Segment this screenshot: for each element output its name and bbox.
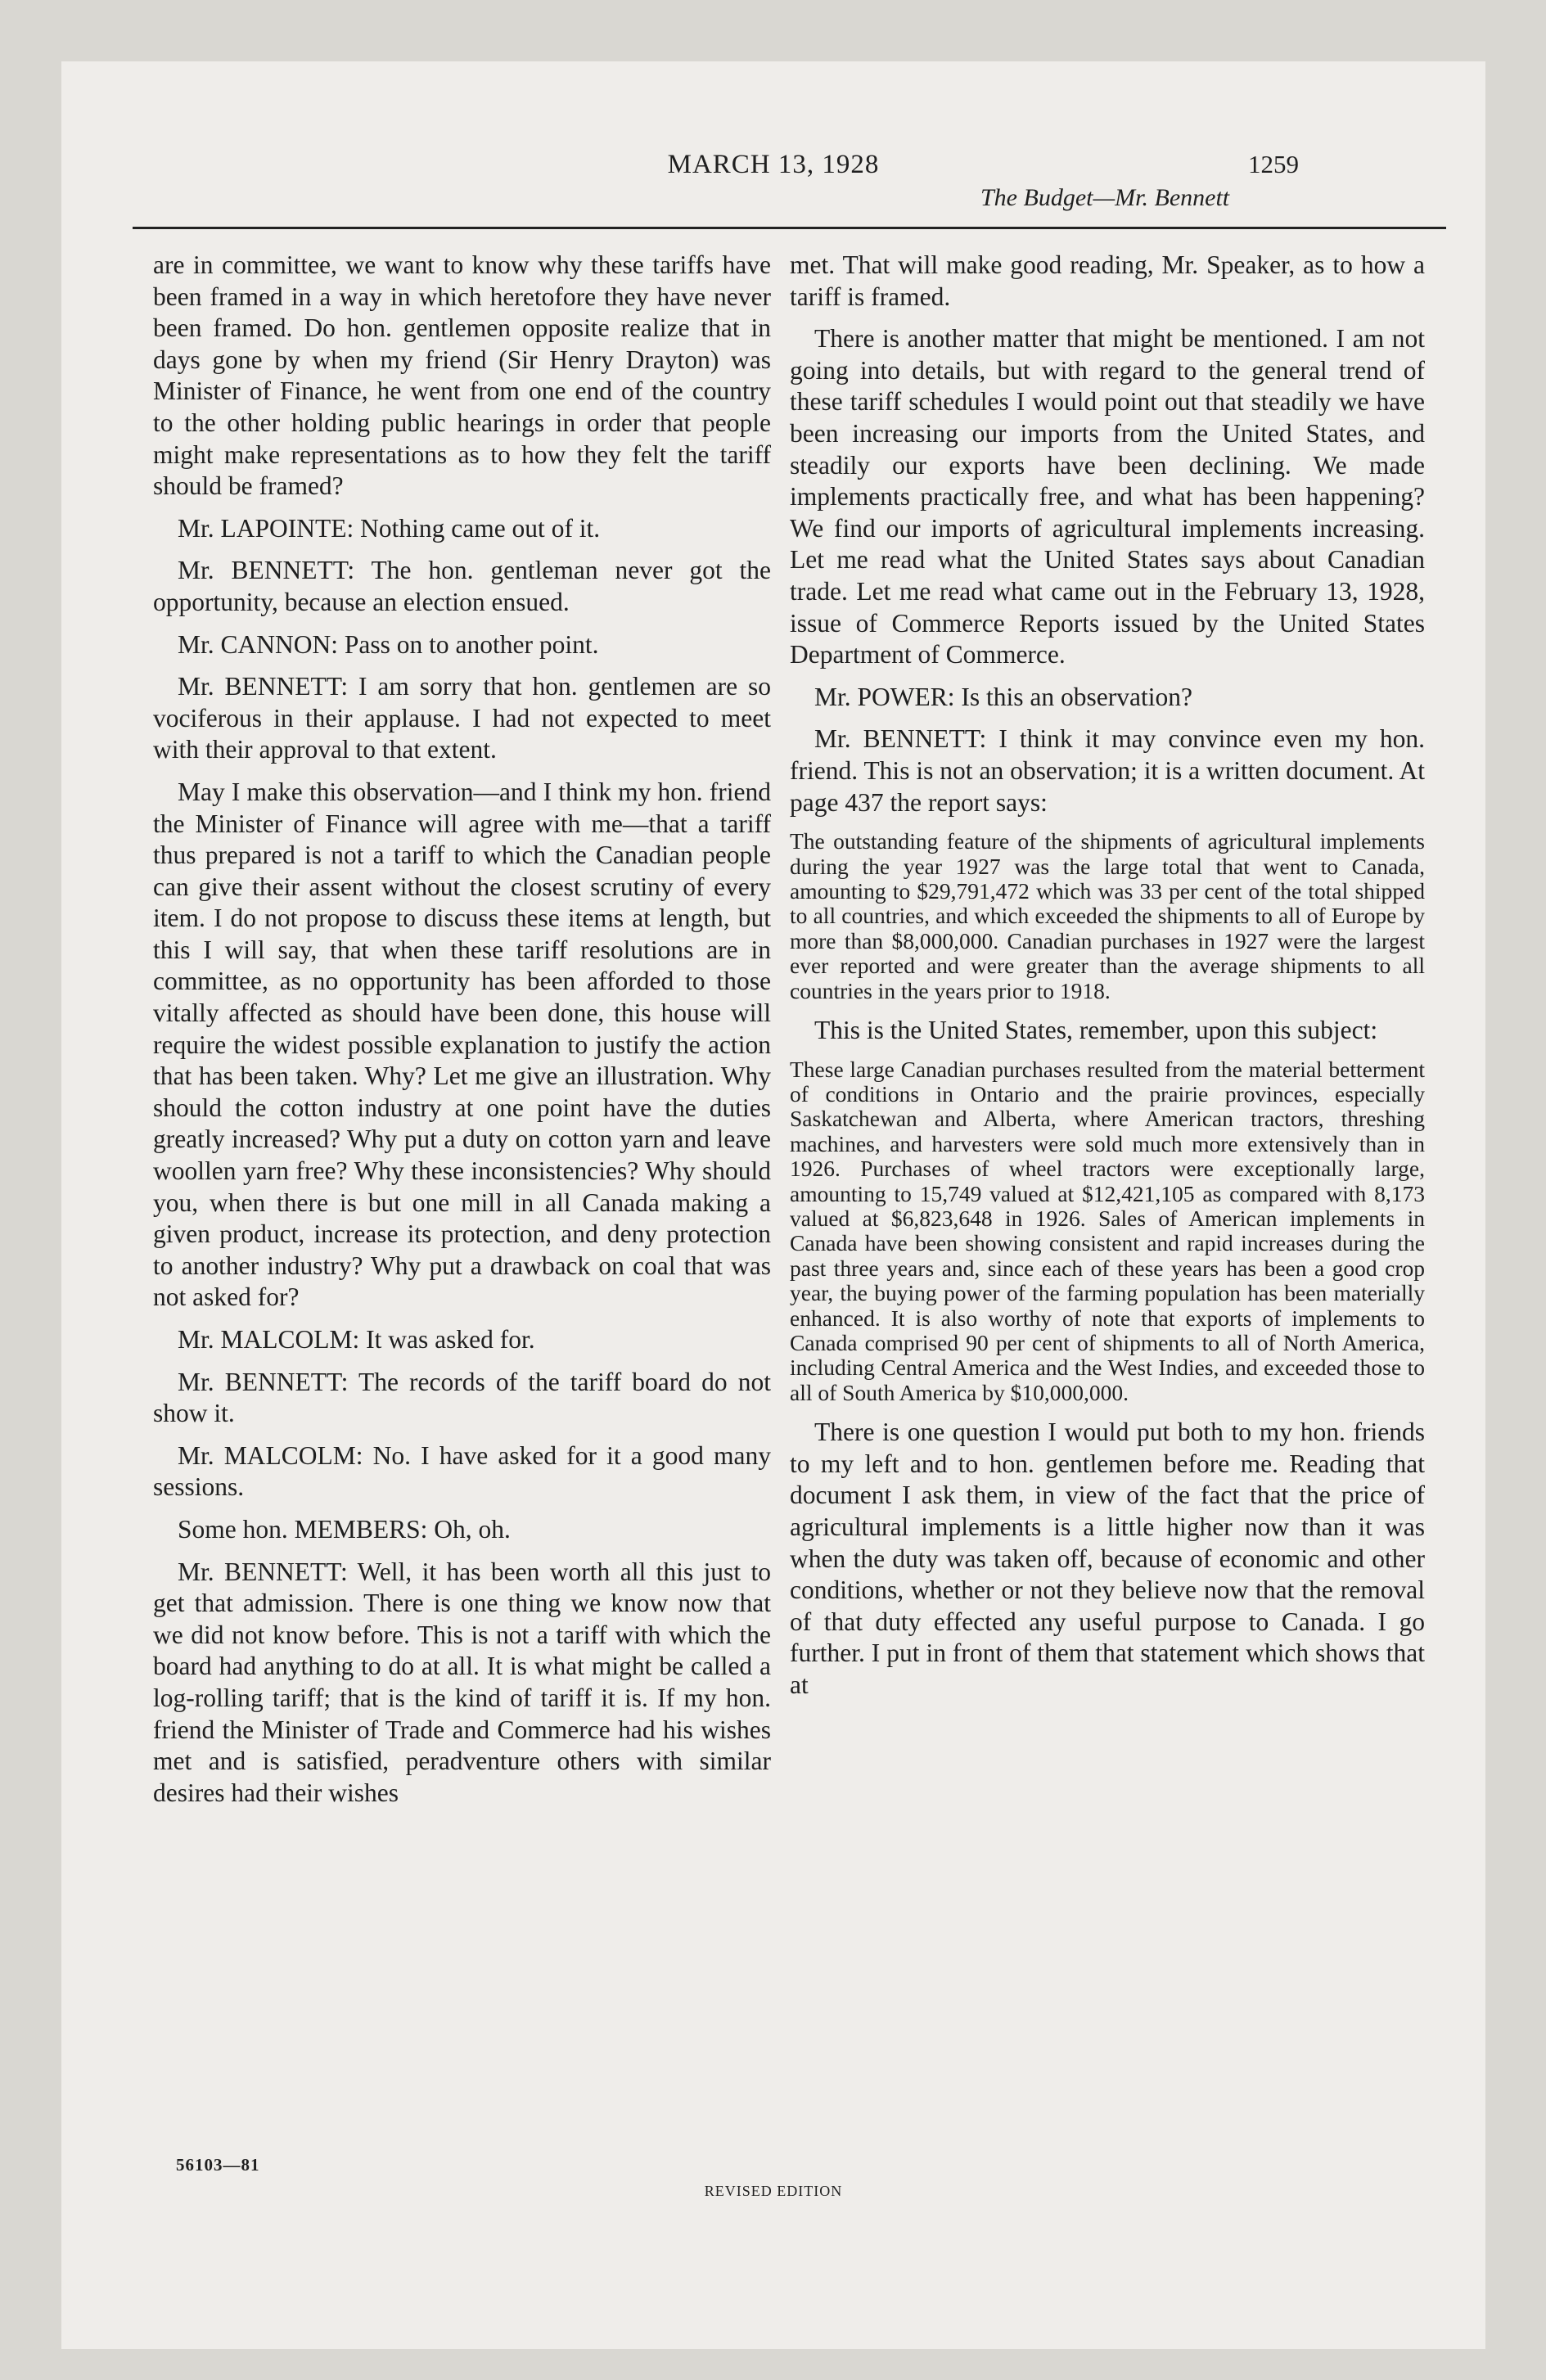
header-date: MARCH 13, 1928 (667, 150, 880, 179)
paragraph: are in committee, we want to know why these tariffs have been framed in a way in which heretofore they have never been framed. Do hon. gentlemen opposite realize that in days gone by when my friend (Sir Henry Drayton) was Minister of Finance, he went from one end of the country to the other holding public hearings in order that people might make representations as to how they felt the tariff should be framed? (153, 250, 771, 501)
block-quote: The outstanding feature of the shipments of agricultural implements during the year 1927 was the large total that went to Canada, amounting to $29,791,472 which was 33 per cent of the total shipped to all countries, and which exceeded the shipments to all of Europe by more than $8,000,000. Canadian purchases in 1927 were the largest ever reported and were greater than the average shipments to all countries in the years prior to 1918. (790, 828, 1425, 1003)
page-number: 1259 (1248, 150, 1299, 178)
paragraph: Mr. BENNETT: I think it may convince even my hon. friend. This is not an observation; it is a written document. At page 437 the report says: (790, 724, 1425, 817)
paragraph: Mr. BENNETT: The records of the tariff board do not show it. (153, 1367, 771, 1428)
paragraph: There is another matter that might be mentioned. I am not going into details, but with regard to the general trend of these tariff schedules I would point out that steadily we have been increasing our imports from the United States, and steadily our exports have been declining. We made implements practically free, and what has been happening? We find our imports of agricultural implements increasing. Let me read what the United States says about Canadian trade. Let me read what came out in the February 13, 1928, issue of Commerce Reports issued by the United States Department of Commerce. (790, 324, 1425, 669)
header-rule (133, 227, 1446, 229)
paragraph: May I make this observation—and I think my hon. friend the Minister of Finance will agree with me—that a tariff thus prepared is not a tariff to which the Canadian people can give their assent without the closest scrutiny of every item. I do not propose to discuss these items at length, but this I will say, that when these tariff resolutions are in committee, as no opportunity has been afforded to those vitally affected as should have been done, this house will require the widest possible explanation to justify the action that has been taken. Why? Let me give an illustration. Why should the cotton industry at one point have the duties greatly increased? Why put a duty on cotton yarn and leave woollen yarn free? Why these inconsistencies? Why should you, when there is but one mill in all Canada making a given product, increase its protection, and deny protection to another industry? Why put a drawback on coal that was not asked for? (153, 777, 771, 1312)
paragraph: Mr. BENNETT: The hon. gentleman never got the opportunity, because an election ensued. (153, 556, 771, 616)
paragraph: met. That will make good reading, Mr. Speaker, as to how a tariff is framed. (790, 250, 1425, 311)
paragraph: Mr. CANNON: Pass on to another point. (178, 629, 599, 659)
block-quote: These large Canadian purchases resulted from the material betterment of conditions in Ontario and the prairie provinces, especially Saskatchewan and Alberta, where American tractors, threshing machines, and harvesters were sold much more extensively than in 1926. Purchases of wheel tractors were exceptionally large, amounting to 15,749 valued at $12,421,105 as compared with 8,173 valued at $6,823,648 in 1926. Sales of American implements in Canada have been showing consistent and rapid increases during the past three years and, since each of these years has been a good crop year, the buying power of the farming population has been materially enhanced. It is also worthy of note that exports of implements to Canada comprised 90 per cent of shipments to all of North America, including Central America and the West Indies, and exceeded those to all of South America by $10,000,000. (790, 1056, 1425, 1405)
paragraph: Mr. BENNETT: I am sorry that hon. gentlemen are so vociferous in their applause. I had not expected to meet with their approval to that extent. (153, 672, 771, 764)
paragraph: Mr. BENNETT: Well, it has been worth all this just to get that admission. There is one thing we know now that we did not know before. This is not a tariff with which the board had anything to do at all. It is what might be called a log-rolling tariff; that is the kind of tariff it is. If my hon. friend the Minister of Trade and Commerce had his wishes met and is satisfied, peradventure others with similar desires had their wishes (153, 1557, 771, 1807)
right-column (790, 250, 1425, 1712)
page-sheet (61, 61, 1485, 2349)
printer-signature: 56103—81 (176, 2155, 260, 2175)
paragraph: Mr. MALCOLM: No. I have asked for it a good many sessions. (153, 1440, 771, 1502)
left-column (153, 250, 771, 1819)
running-head-subject: The Budget—Mr. Bennett (980, 184, 1230, 211)
paragraph: Mr. POWER: Is this an observation? (814, 682, 1192, 711)
paragraph: Some hon. MEMBERS: Oh, oh. (178, 1514, 511, 1544)
paragraph: This is the United States, remember, upon this subject: (814, 1015, 1378, 1044)
paragraph: Mr. MALCOLM: It was asked for. (178, 1325, 535, 1354)
paragraph: Mr. LAPOINTE: Nothing came out of it. (178, 513, 601, 543)
edition-note: REVISED EDITION (704, 2183, 843, 2199)
paragraph: There is one question I would put both to my hon. friends to my left and to hon. gentlemen before me. Reading that document I ask them, in view of the fact that the price of agricultural implements is a little higher now than it was when the duty was taken off, because of economic and other conditions, whether or not they believe now that the removal of that duty effected any useful purpose to Canada. I go further. I put in front of them that statement which shows that at (790, 1418, 1425, 1699)
